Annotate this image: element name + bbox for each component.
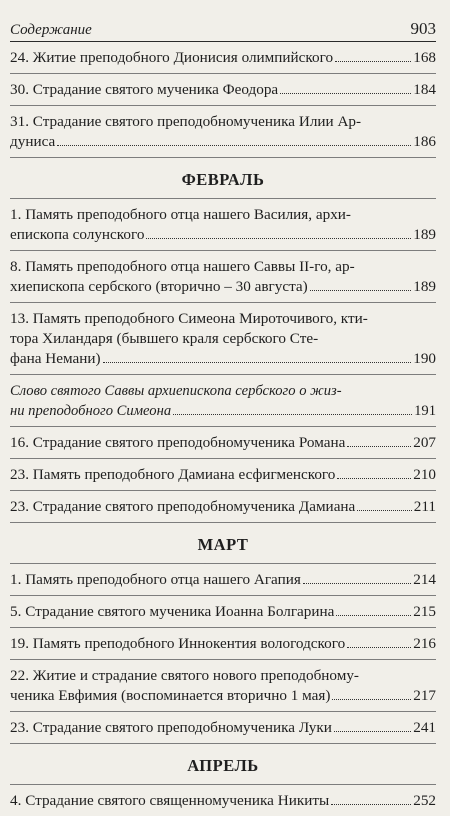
toc-entry — [10, 564, 436, 596]
entry-page: 190 — [413, 350, 436, 367]
dot-leader — [173, 414, 412, 415]
entry-title-line: 4. Страдание святого священномученика Никиты — [10, 792, 330, 809]
entry-line — [10, 309, 436, 329]
toc-entry — [10, 596, 436, 628]
entry-title-line: 22. Житие и страдание святого нового преподобному- — [10, 667, 359, 684]
entry-page: 217 — [413, 687, 436, 704]
entry-line — [10, 718, 436, 738]
dot-leader — [146, 238, 411, 239]
entry-page: 191 — [414, 403, 436, 419]
entry-line — [10, 570, 436, 590]
dot-leader — [103, 362, 412, 363]
entry-page: 211 — [413, 498, 436, 515]
toc-entry — [10, 459, 436, 491]
entry-line — [10, 257, 436, 277]
entry-title-line: 30. Страдание святого мученика Феодора — [10, 81, 279, 98]
entry-page: 215 — [413, 603, 436, 620]
entry-title-line: фана Немани) — [10, 350, 101, 367]
entry-line — [10, 225, 436, 245]
entry-page: 189 — [413, 226, 436, 243]
entry-title-line: 31. Страдание святого преподобномученика Илии Ар- — [10, 113, 362, 130]
month-heading-april: АПРЕЛЬ — [10, 744, 436, 785]
section-title: Содержание — [10, 22, 92, 38]
dot-leader — [332, 699, 411, 700]
entry-title-line: 1. Память преподобного отца нашего Агапия — [10, 571, 301, 588]
toc-entry — [10, 628, 436, 660]
entry-line — [10, 329, 436, 349]
entry-title-line: ни преподобного Симеона — [10, 403, 172, 419]
entry-title-line: Слово святого Саввы архиепископа сербского о жиз- — [10, 383, 342, 399]
entry-line — [10, 277, 436, 297]
entry-page: 186 — [413, 133, 436, 150]
entry-line — [10, 634, 436, 654]
entry-line — [10, 205, 436, 225]
entry-title-line: дуниса — [10, 133, 56, 150]
entry-title-line: 1. Память преподобного отца нашего Василия, архи- — [10, 206, 351, 223]
dot-leader — [357, 510, 411, 511]
toc-entry — [10, 74, 436, 106]
entry-title-line: 19. Память преподобного Иннокентия вологодского — [10, 635, 346, 652]
entry-title-line: 13. Память преподобного Симеона Мироточивого, кти- — [10, 310, 368, 327]
entry-line — [10, 433, 436, 453]
entry-title-line: 23. Память преподобного Дамиана есфигменского — [10, 466, 336, 483]
entry-title-line: 23. Страдание святого преподобномученика Луки — [10, 719, 332, 736]
dot-leader — [337, 478, 411, 479]
entry-page: 214 — [413, 571, 436, 588]
entry-title-line: 23. Страдание святого преподобномученика Дамиана — [10, 498, 356, 515]
entry-line — [10, 791, 436, 811]
toc-entry — [10, 251, 436, 303]
dot-leader — [336, 615, 411, 616]
entry-line — [10, 602, 436, 622]
dot-leader — [335, 61, 411, 62]
entry-line — [10, 666, 436, 686]
toc-entry — [10, 106, 436, 158]
entry-title-line: 16. Страдание святого преподобномученика Романа — [10, 434, 346, 451]
toc-entry-sermon — [10, 375, 436, 427]
toc-entry — [10, 660, 436, 712]
entry-line — [10, 401, 436, 421]
entry-page: 189 — [413, 278, 436, 295]
toc-entry — [10, 785, 436, 816]
entry-line — [10, 132, 436, 152]
entry-title-line: 8. Память преподобного отца нашего Саввы II-го, ар- — [10, 258, 355, 275]
entry-title-line: епископа солунского — [10, 226, 145, 243]
entry-line — [10, 465, 436, 485]
entry-line — [10, 381, 436, 401]
entry-line — [10, 48, 436, 68]
entry-title-line: 24. Житие преподобного Дионисия олимпийского — [10, 49, 334, 66]
dot-leader — [303, 583, 411, 584]
entry-page: 252 — [413, 792, 436, 809]
entry-title-line: 5. Страдание святого мученика Иоанна Болгарина — [10, 603, 335, 620]
page-number: 903 — [410, 19, 436, 38]
month-heading-february: ФЕВРАЛЬ — [10, 158, 436, 199]
dot-leader — [280, 93, 411, 94]
entry-title-line: тора Хиландаря (бывшего краля сербского Сте- — [10, 330, 319, 347]
entry-page: 168 — [413, 49, 436, 66]
entry-page: 207 — [413, 434, 436, 451]
toc-entry — [10, 42, 436, 74]
entry-line — [10, 112, 436, 132]
toc-entry — [10, 491, 436, 523]
toc-list — [10, 42, 436, 816]
entry-page: 184 — [413, 81, 436, 98]
dot-leader — [347, 446, 411, 447]
dot-leader — [334, 731, 411, 732]
month-heading-march: МАРТ — [10, 523, 436, 564]
toc-entry — [10, 199, 436, 251]
dot-leader — [310, 290, 411, 291]
entry-line — [10, 349, 436, 369]
entry-page: 241 — [413, 719, 436, 736]
dot-leader — [347, 647, 411, 648]
dot-leader — [331, 804, 411, 805]
entry-title-line: ченика Евфимия (воспоминается вторично 1 мая) — [10, 687, 331, 704]
toc-entry — [10, 712, 436, 744]
toc-entry — [10, 427, 436, 459]
entry-page: 210 — [413, 466, 436, 483]
entry-page: 216 — [413, 635, 436, 652]
dot-leader — [57, 145, 411, 146]
entry-line — [10, 80, 436, 100]
entry-line — [10, 497, 436, 517]
toc-entry — [10, 303, 436, 375]
entry-line — [10, 686, 436, 706]
entry-title-line: хиепископа сербского (вторично – 30 августа) — [10, 278, 308, 295]
page-header — [10, 0, 436, 42]
